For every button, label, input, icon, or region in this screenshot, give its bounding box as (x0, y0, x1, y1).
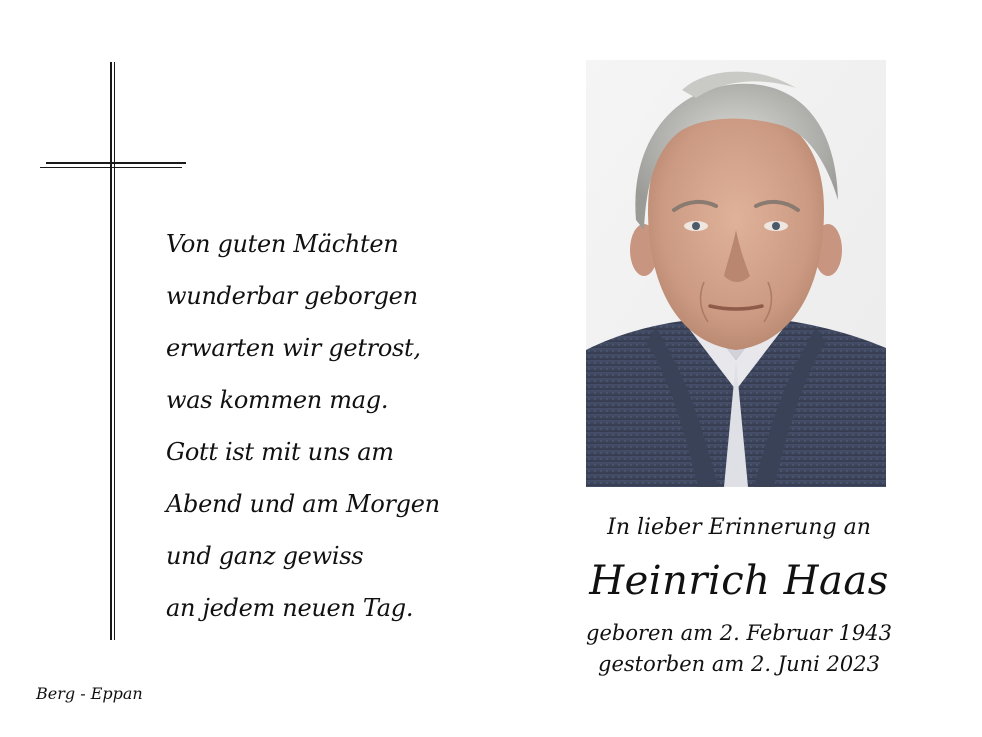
portrait-photo (586, 60, 886, 487)
cross-horizontal-beam-inner (40, 167, 182, 168)
poem-line: erwarten wir getrost, (166, 334, 421, 362)
poem-line: an jedem neuen Tag. (166, 594, 414, 622)
poem-line: Gott ist mit uns am (166, 438, 394, 466)
death-date: gestorben am 2. Juni 2023 (598, 652, 880, 676)
poem-line: was kommen mag. (166, 386, 389, 414)
memorial-intro: In lieber Erinnerung an (607, 515, 871, 540)
poem (166, 218, 440, 634)
cross-horizontal-beam (46, 162, 186, 164)
cross-vertical-beam (110, 62, 112, 640)
place-label: Berg - Eppan (36, 684, 143, 703)
cross-vertical-beam-inner (114, 62, 115, 640)
poem-line: Von guten Mächten (166, 230, 399, 258)
poem-line: und ganz gewiss (166, 542, 364, 570)
poem-line: wunderbar geborgen (166, 282, 418, 310)
deceased-name: Heinrich Haas (589, 558, 889, 604)
birth-date: geboren am 2. Februar 1943 (586, 621, 892, 645)
poem-line: Abend und am Morgen (166, 490, 440, 518)
